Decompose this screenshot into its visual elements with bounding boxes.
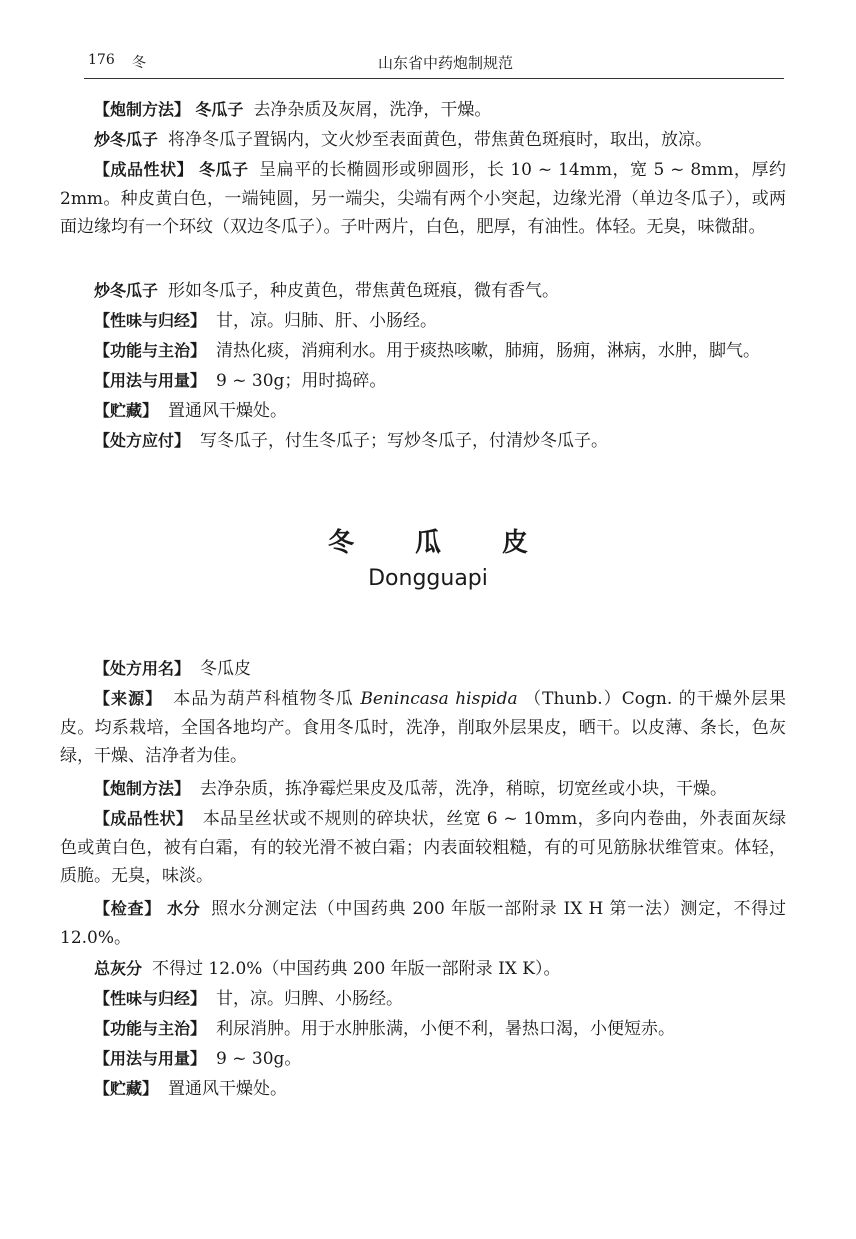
- label: 【性味与归经】: [94, 989, 207, 1008]
- page-number: 176: [88, 52, 115, 68]
- header-rule: [84, 78, 784, 79]
- text: 置通风干燥处。: [168, 401, 288, 421]
- para-dosage: [60, 367, 786, 396]
- text: 甘，凉。归脾、小肠经。: [216, 989, 404, 1009]
- book-title: 山东省中药炮制规范: [378, 54, 514, 72]
- sub-label: 炒冬瓜子: [94, 130, 159, 149]
- label: 【炮制方法】: [94, 779, 191, 798]
- text: 冬瓜皮: [200, 659, 252, 679]
- text: 利尿消肿。用于水肿胀满，小便不利，暑热口渴，小便短赤。: [216, 1019, 676, 1039]
- label: 【成品性状】: [94, 809, 193, 828]
- label: 【炮制方法】: [94, 100, 191, 119]
- entry-pinyin: Dongguapi: [368, 566, 488, 591]
- label: 【检查】: [94, 899, 161, 918]
- latin-name: Benincasa hispida: [360, 689, 518, 709]
- sub-label: 炒冬瓜子: [94, 281, 159, 300]
- text: 去净杂质，拣净霉烂果皮及瓜蒂，洗净，稍晾，切宽丝或小块，干燥。: [200, 779, 728, 799]
- text: 本品呈丝状或不规则的碎块状，丝宽 6 ~ 10mm，多向内卷曲，外表面灰绿色或黄白色，被有白霜，有的较光滑不被白霜；内表面较粗糙，有的可见筋脉状维管束。体轻，质脆。无臭，味淡。: [60, 809, 786, 886]
- text: 不得过 12.0%（中国药典 200 年版一部附录 IX K）。: [152, 959, 561, 979]
- sub-label: 总灰分: [94, 959, 143, 978]
- text: 写冬瓜子，付生冬瓜子；写炒冬瓜子，付清炒冬瓜子。: [200, 431, 609, 451]
- para-taste-meridian: [60, 307, 786, 336]
- label: 【成品性状】: [94, 160, 194, 179]
- label: 【功能与主治】: [94, 1019, 207, 1038]
- text: 本品为葫芦科植物冬瓜: [172, 689, 354, 709]
- text: 置通风干燥处。: [168, 1079, 288, 1099]
- para-source: [60, 685, 786, 771]
- para-storage: [60, 397, 786, 426]
- sub-label: 冬瓜子: [195, 100, 244, 119]
- para-function: [60, 1015, 786, 1044]
- label: 【贮藏】: [94, 1079, 159, 1098]
- text: 清热化痰，消痈利水。用于痰热咳嗽，肺痈，肠痈，淋病，水肿，脚气。: [216, 341, 761, 361]
- label: 【处方应付】: [94, 431, 191, 450]
- para-total-ash: [60, 955, 786, 984]
- label: 【用法与用量】: [94, 1049, 207, 1068]
- sub-label: 冬瓜子: [199, 160, 249, 179]
- text: 甘，凉。归肺、肝、小肠经。: [216, 311, 438, 331]
- text: 将净冬瓜子置锅内，文火炒至表面黄色，带焦黄色斑痕时，取出，放凉。: [168, 130, 713, 150]
- text: 9 ~ 30g；用时捣碎。: [216, 371, 387, 391]
- label: 【来源】: [94, 689, 163, 708]
- para-prescription: [60, 427, 786, 456]
- page-header: [88, 52, 786, 76]
- para-product-traits: [60, 156, 786, 242]
- para-inspection: [60, 895, 786, 952]
- entry-title: 冬 瓜 皮: [327, 528, 555, 558]
- text: 9 ~ 30g。: [216, 1049, 302, 1069]
- section-char: 冬: [132, 55, 146, 71]
- label: 【贮藏】: [94, 401, 159, 420]
- sub-label: 水分: [167, 899, 201, 918]
- label: 【功能与主治】: [94, 341, 207, 360]
- text: 呈扁平的长椭圆形或卵圆形，长 10 ~ 14mm，宽 5 ~ 8mm，厚约 2mm。种皮黄白色，一端钝圆，另一端尖，尖端有两个小突起，边缘光滑（单边冬瓜子），或两面边缘均有一个环纹（双边冬瓜子）。子叶两片，白色，肥厚，有油性。体轻。无臭，味微甜。: [60, 160, 786, 237]
- para-function: [60, 337, 786, 366]
- text: 去净杂质及灰屑，洗净，干燥。: [253, 100, 492, 120]
- para-taste-meridian: [60, 985, 786, 1014]
- text: 形如冬瓜子，种皮黄色，带焦黄色斑痕，微有香气。: [168, 281, 560, 301]
- para-processing-method: [60, 96, 786, 125]
- para-prescription-name: [60, 655, 786, 684]
- para-fried-seed: [60, 126, 786, 155]
- label: 【处方用名】: [94, 659, 191, 678]
- para-product-traits: [60, 805, 786, 891]
- para-fried-traits: [60, 277, 786, 306]
- para-dosage: [60, 1045, 786, 1074]
- para-storage: [60, 1075, 786, 1104]
- label: 【性味与归经】: [94, 311, 207, 330]
- text: （Thunb.）Cogn. 的干燥外层果皮。均系栽培，全国各地均产。食用冬瓜时，洗净，削取外层果皮，晒干。以皮薄、条长，色灰绿，干燥、洁净者为佳。: [60, 689, 786, 766]
- para-processing-method: [60, 775, 786, 804]
- label: 【用法与用量】: [94, 371, 207, 390]
- text: 照水分测定法（中国药典 200 年版一部附录 IX H 第一法）测定，不得过 12.0%。: [60, 899, 786, 948]
